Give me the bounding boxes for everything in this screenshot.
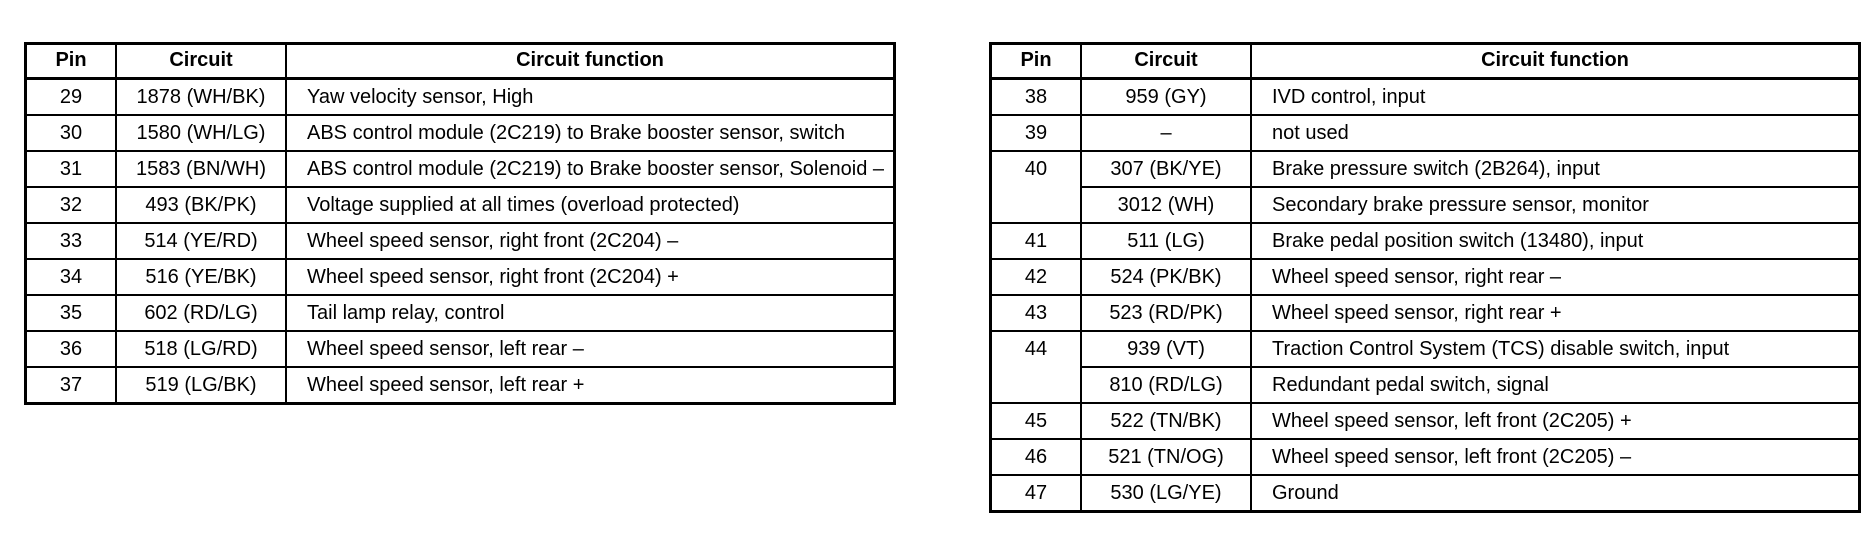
circuit-cell: 518 (LG/RD) [116, 331, 286, 367]
function-cell: ABS control module (2C219) to Brake booster sensor, Solenoid – [286, 151, 894, 187]
circuit-cell: 522 (TN/BK) [1081, 403, 1251, 439]
circuit-cell: 602 (RD/LG) [116, 295, 286, 331]
circuit-cell: 514 (YE/RD) [116, 223, 286, 259]
function-cell: Wheel speed sensor, right rear – [1251, 259, 1859, 295]
pin-header: Pin [991, 44, 1081, 79]
table-header-row [26, 44, 894, 79]
table-row [991, 151, 1859, 187]
pin-cell: 44 [991, 331, 1081, 403]
circuit-cell: 493 (BK/PK) [116, 187, 286, 223]
pin-cell: 42 [991, 259, 1081, 295]
pin-cell: 47 [991, 475, 1081, 511]
table-row [26, 331, 894, 367]
function-cell: Voltage supplied at all times (overload protected) [286, 187, 894, 223]
pin-cell: 36 [26, 331, 116, 367]
table-row [26, 295, 894, 331]
function-header: Circuit function [1251, 44, 1859, 79]
circuit-header: Circuit [116, 44, 286, 79]
function-cell: Wheel speed sensor, left front (2C205) – [1251, 439, 1859, 475]
circuit-cell: 523 (RD/PK) [1081, 295, 1251, 331]
function-cell: Wheel speed sensor, left rear – [286, 331, 894, 367]
table-row [991, 223, 1859, 259]
table-row [26, 187, 894, 223]
circuit-cell: 516 (YE/BK) [116, 259, 286, 295]
function-cell: not used [1251, 115, 1859, 151]
pin-cell: 37 [26, 367, 116, 403]
table-row [991, 115, 1859, 151]
table-row [991, 295, 1859, 331]
table-row [26, 259, 894, 295]
function-cell: Wheel speed sensor, left rear + [286, 367, 894, 403]
function-cell: Wheel speed sensor, left front (2C205) + [1251, 403, 1859, 439]
pin-cell: 38 [991, 79, 1081, 116]
pin-cell: 45 [991, 403, 1081, 439]
pin-cell: 32 [26, 187, 116, 223]
circuit-cell: 511 (LG) [1081, 223, 1251, 259]
circuit-cell: 1878 (WH/BK) [116, 79, 286, 116]
connector-table-left [25, 43, 895, 404]
pin-cell: 35 [26, 295, 116, 331]
pin-cell: 34 [26, 259, 116, 295]
circuit-cell: 307 (BK/YE) [1081, 151, 1251, 187]
table-row [991, 331, 1859, 367]
table-row [991, 187, 1859, 223]
pin-cell: 30 [26, 115, 116, 151]
pin-cell: 41 [991, 223, 1081, 259]
table-row [26, 115, 894, 151]
pin-header: Pin [26, 44, 116, 79]
circuit-cell: 1580 (WH/LG) [116, 115, 286, 151]
pin-cell: 46 [991, 439, 1081, 475]
table-body-left [26, 79, 894, 404]
circuit-cell: 530 (LG/YE) [1081, 475, 1251, 511]
circuit-cell: 521 (TN/OG) [1081, 439, 1251, 475]
function-cell: Traction Control System (TCS) disable switch, input [1251, 331, 1859, 367]
function-cell: Redundant pedal switch, signal [1251, 367, 1859, 403]
pin-cell: 33 [26, 223, 116, 259]
circuit-cell: 3012 (WH) [1081, 187, 1251, 223]
table-row [991, 79, 1859, 116]
function-header: Circuit function [286, 44, 894, 79]
circuit-header: Circuit [1081, 44, 1251, 79]
function-cell: Secondary brake pressure sensor, monitor [1251, 187, 1859, 223]
pin-cell: 40 [991, 151, 1081, 223]
function-cell: ABS control module (2C219) to Brake booster sensor, switch [286, 115, 894, 151]
circuit-cell: 959 (GY) [1081, 79, 1251, 116]
function-cell: Wheel speed sensor, right front (2C204) + [286, 259, 894, 295]
table-row [991, 259, 1859, 295]
pin-cell: 43 [991, 295, 1081, 331]
connector-table-right [990, 43, 1860, 512]
table-row [26, 223, 894, 259]
function-cell: Wheel speed sensor, right front (2C204) – [286, 223, 894, 259]
table-row [26, 79, 894, 116]
pin-cell: 31 [26, 151, 116, 187]
table-body-right [991, 79, 1859, 512]
function-cell: Brake pressure switch (2B264), input [1251, 151, 1859, 187]
table-row [991, 403, 1859, 439]
function-cell: Ground [1251, 475, 1859, 511]
circuit-cell: 939 (VT) [1081, 331, 1251, 367]
circuit-cell: 524 (PK/BK) [1081, 259, 1251, 295]
table-row [991, 475, 1859, 511]
function-cell: Brake pedal position switch (13480), input [1251, 223, 1859, 259]
table-row [26, 151, 894, 187]
function-cell: Yaw velocity sensor, High [286, 79, 894, 116]
pin-cell: 29 [26, 79, 116, 116]
pin-cell: 39 [991, 115, 1081, 151]
circuit-cell: 810 (RD/LG) [1081, 367, 1251, 403]
function-cell: IVD control, input [1251, 79, 1859, 116]
table-header-row [991, 44, 1859, 79]
circuit-cell: – [1081, 115, 1251, 151]
circuit-cell: 1583 (BN/WH) [116, 151, 286, 187]
function-cell: Wheel speed sensor, right rear + [1251, 295, 1859, 331]
circuit-cell: 519 (LG/BK) [116, 367, 286, 403]
function-cell: Tail lamp relay, control [286, 295, 894, 331]
table-row [991, 439, 1859, 475]
table-row [26, 367, 894, 403]
table-row [991, 367, 1859, 403]
